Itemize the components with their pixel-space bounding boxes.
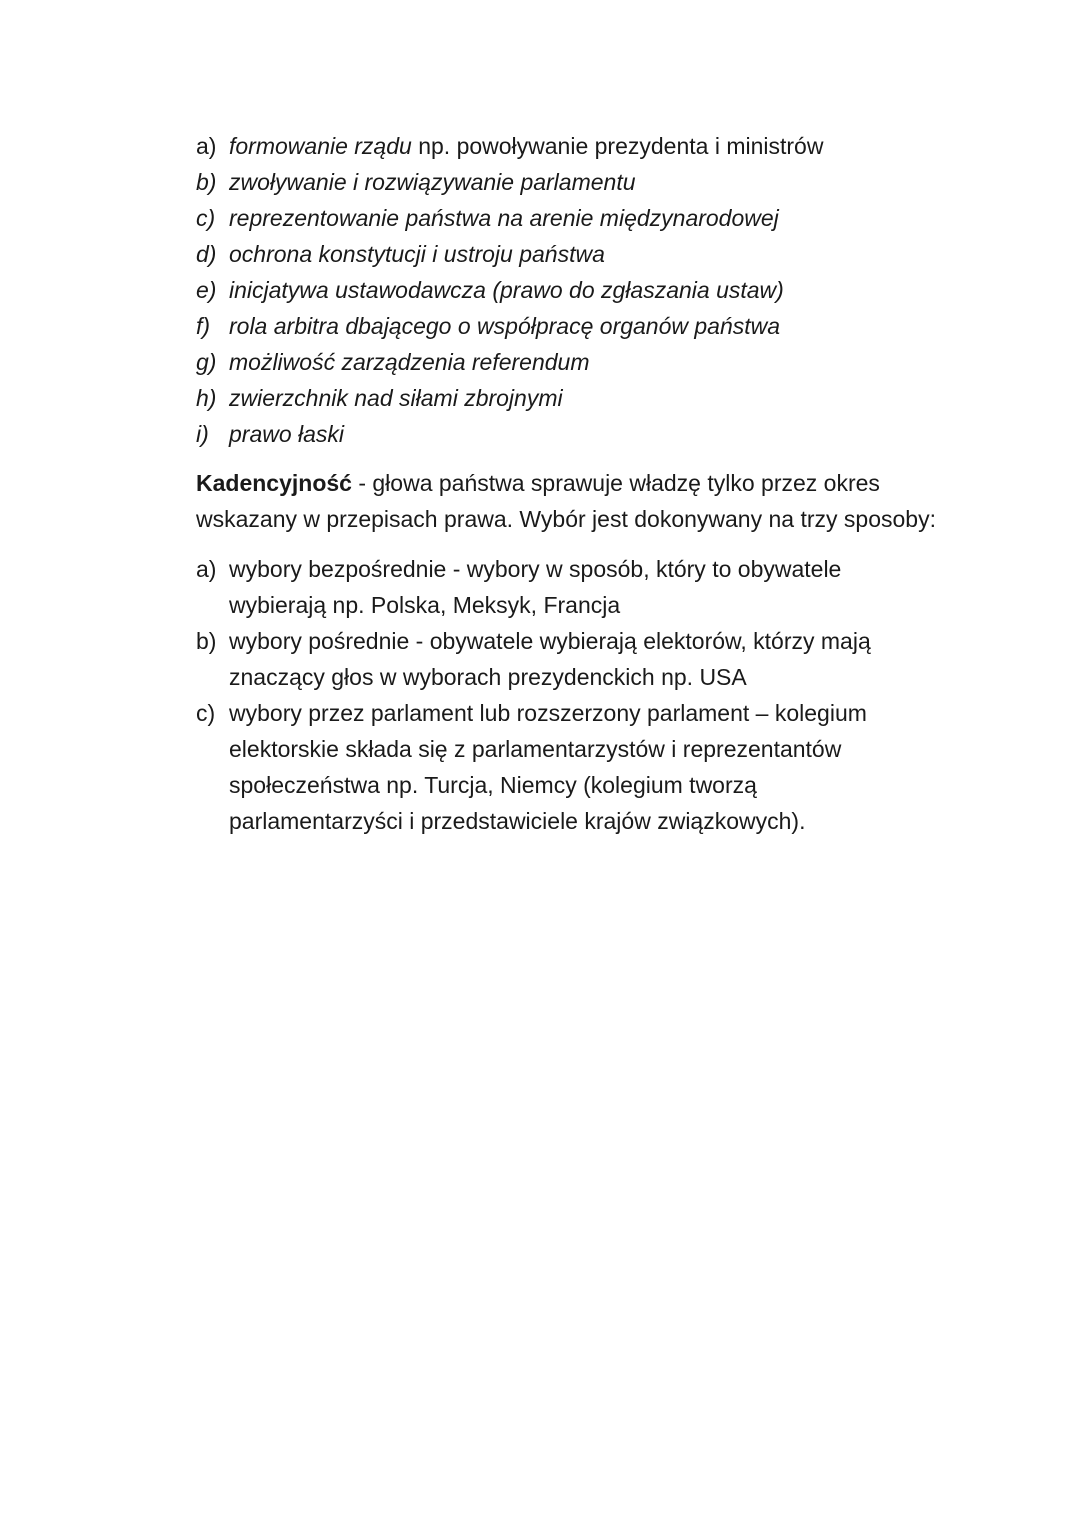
list-item <box>196 344 936 380</box>
list-item <box>196 236 936 272</box>
list-item-text: reprezentowanie państwa na arenie międzynarodowej <box>229 205 779 231</box>
list-item-text: zwierzchnik nad siłami zbrojnymi <box>229 385 563 411</box>
list-item <box>196 551 936 623</box>
list-marker: b) <box>196 169 217 195</box>
list-item-text: wybory pośrednie - obywatele wybierają elektorów, którzy mają znaczący głos w wyborach prezydenckich np. USA <box>229 628 871 690</box>
list-item-text: rola arbitra dbającego o współpracę organów państwa <box>229 313 781 339</box>
list-marker: b) <box>196 628 217 654</box>
list-item-text: zwoływanie i rozwiązywanie parlamentu <box>229 169 636 195</box>
list-marker: a) <box>196 556 217 582</box>
list-marker: f) <box>196 313 211 339</box>
list-item-text: wybory bezpośrednie - wybory w sposób, który to obywatele wybierają np. Polska, Meksyk, Francja <box>229 556 842 618</box>
list-item-rest: np. powoływanie prezydenta i ministrów <box>411 133 824 159</box>
list-marker: h) <box>196 385 217 411</box>
list-marker: e) <box>196 277 217 303</box>
italic-phrase: formowanie rządu <box>229 133 412 159</box>
list-item <box>196 695 936 839</box>
list-item <box>196 308 936 344</box>
list-item <box>196 272 936 308</box>
list-item-text: inicjatywa ustawodawcza (prawo do zgłaszania ustaw) <box>229 277 784 303</box>
list-item <box>196 128 936 164</box>
list-item-text: możliwość zarządzenia referendum <box>229 349 590 375</box>
list-item <box>196 623 936 695</box>
term-heading: Kadencyjność <box>196 470 352 496</box>
document-content <box>196 128 936 839</box>
head-of-state-powers-list <box>196 128 936 452</box>
election-methods-list <box>196 551 936 839</box>
list-marker: a) <box>196 133 217 159</box>
list-marker: c) <box>196 700 216 726</box>
list-marker: i) <box>196 421 209 447</box>
list-marker: d) <box>196 241 217 267</box>
list-marker: c) <box>196 205 216 231</box>
list-item-text: prawo łaski <box>229 421 345 447</box>
list-marker: g) <box>196 349 217 375</box>
list-item-text: wybory przez parlament lub rozszerzony parlament – kolegium elektorskie składa się z parlamentarzystów i reprezentantów społeczeństwa np. Turcja, Niemcy (kolegium tworzą parlamentarzyści i przedstawiciele krajów związkowych). <box>229 700 867 834</box>
list-item <box>196 164 936 200</box>
term-definition-text: - głowa państwa sprawuje władzę tylko przez okres wskazany w przepisach prawa. Wybór jest dokonywany na trzy sposoby: <box>196 470 936 532</box>
list-item <box>196 380 936 416</box>
list-item-text <box>229 128 936 164</box>
list-item <box>196 416 936 452</box>
list-item <box>196 200 936 236</box>
term-definition-paragraph <box>196 465 936 537</box>
list-item-text: ochrona konstytucji i ustroju państwa <box>229 241 605 267</box>
